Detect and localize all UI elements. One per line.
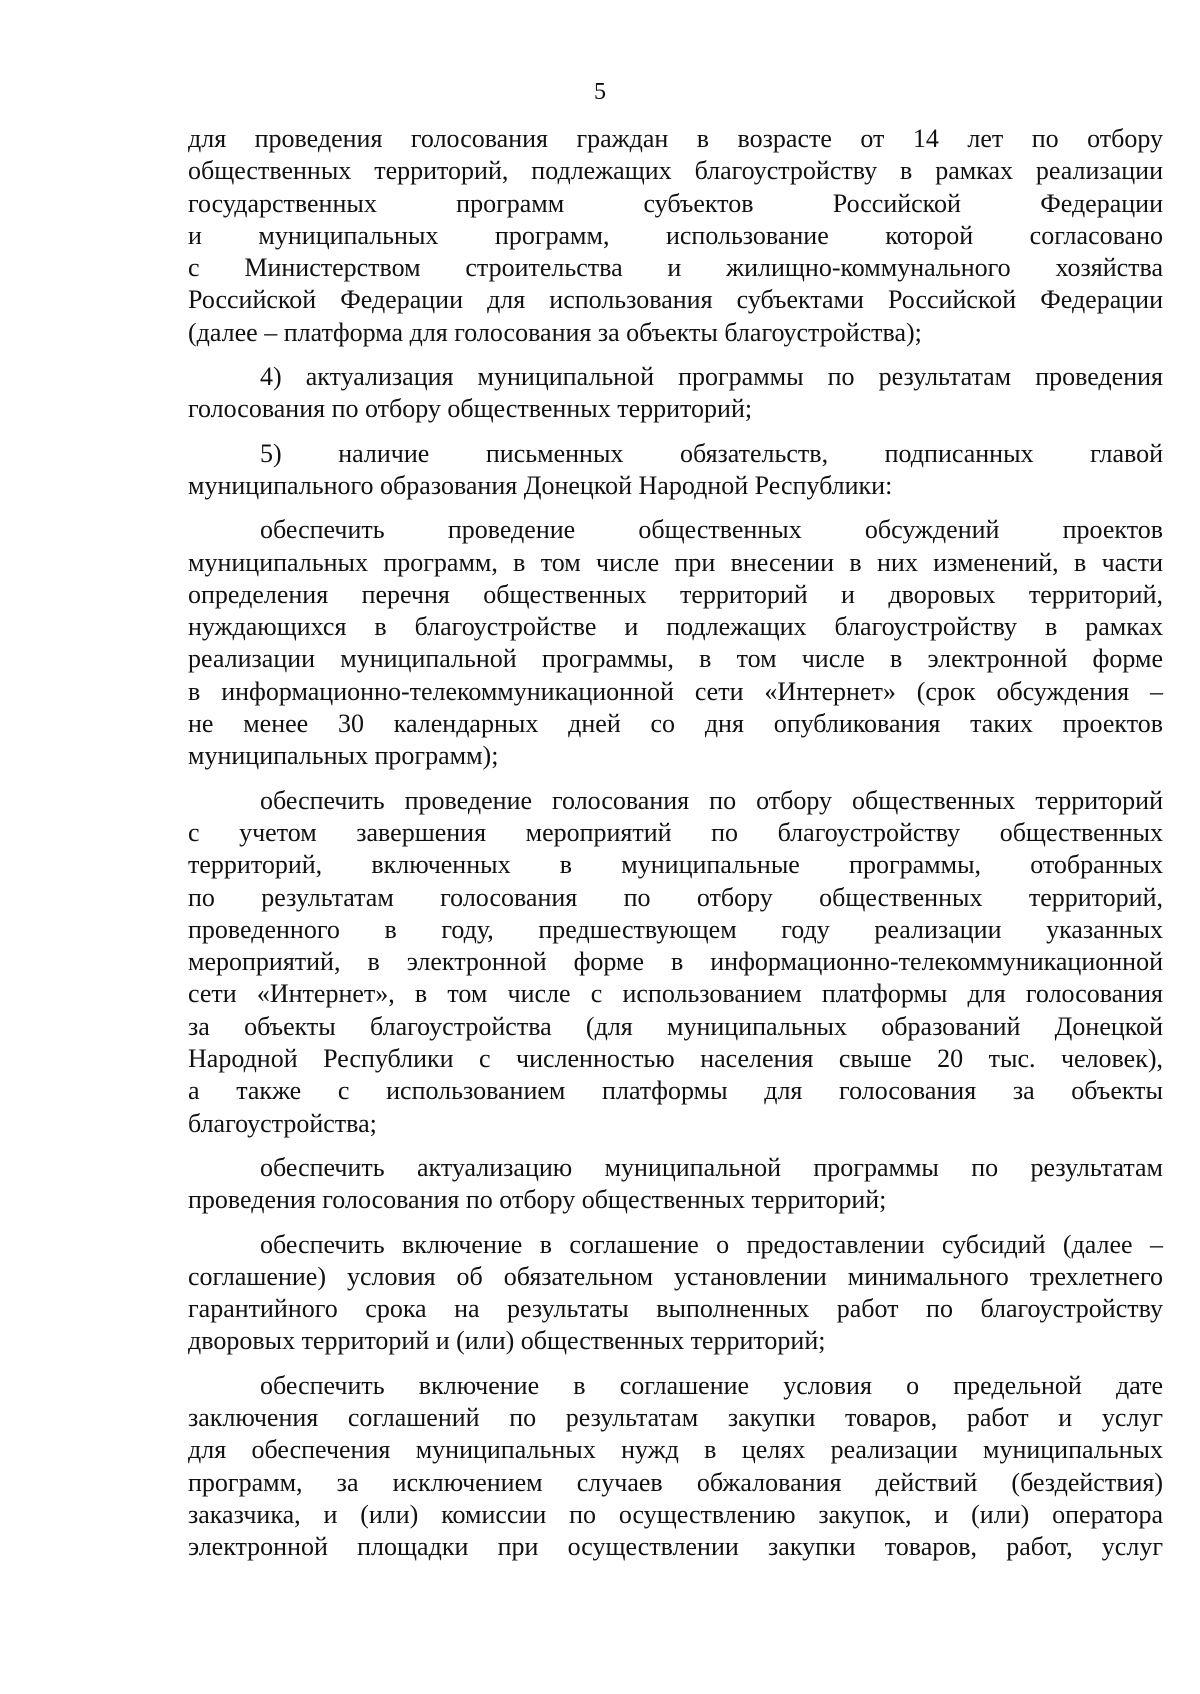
text-line: обеспечить включение в соглашение о предоставлении субсидий (далее – [260, 1229, 1163, 1259]
text-line: гарантийного срока на результаты выполненных работ по благоустройству [188, 1294, 1163, 1324]
text-line: для проведения голосования граждан в возрасте от 14 лет по отбору [188, 124, 1163, 153]
text-line: государственных программ субъектов Российской Федерации [188, 188, 1163, 218]
text-line: и муниципальных программ, использование которой согласовано [188, 220, 1163, 250]
document-body [188, 123, 1163, 1563]
paragraph-item-5 [188, 438, 1163, 503]
text-line: по результатам голосования по отбору общественных территорий, [188, 882, 1163, 912]
text-line: проведенного в году, предшествующем году реализации указанных [188, 914, 1163, 944]
paragraph-warranty [188, 1229, 1163, 1358]
text-line: за объекты благоустройства (для муниципальных образований Донецкой [188, 1011, 1163, 1041]
page-number: 5 [594, 79, 606, 105]
paragraph-item-4 [188, 361, 1163, 426]
text-line: электронной площадки при осуществлении закупки товаров, работ, услуг [188, 1532, 1163, 1562]
text-line: территорий, включенных в муниципальные программы, отобранных [188, 850, 1163, 880]
text-line: нуждающихся в благоустройстве и подлежащих благоустройству в рамках [188, 612, 1163, 642]
text-line: мероприятий, в электронной форме в информационно-телекоммуникационной [188, 947, 1163, 977]
text-line: для обеспечения муниципальных нужд в целях реализации муниципальных [188, 1435, 1163, 1465]
text-line: 4) актуализация муниципальной программы по результатам проведения [260, 362, 1163, 392]
text-line: муниципальных программ, в том числе при внесении в них изменений, в части [188, 547, 1163, 577]
text-line: обеспечить включение в соглашение условия о предельной дате [260, 1370, 1163, 1400]
paragraph-public-discussions [188, 514, 1163, 772]
text-line: Народной Республики с численностью населения свыше 20 тыс. человек), [188, 1044, 1163, 1074]
text-line: Российской Федерации для использования субъектами Российской Федерации [188, 285, 1163, 315]
text-line: сети «Интернет», в том числе с использованием платформы для голосования [188, 979, 1163, 1009]
text-line: с учетом завершения мероприятий по благоустройству общественных [188, 817, 1163, 847]
paragraph-voting [188, 785, 1163, 1140]
text-line: заключения соглашений по результатам закупки товаров, работ и услуг [188, 1402, 1163, 1432]
paragraph-program-update [188, 1152, 1163, 1217]
text-line: с Министерством строительства и жилищно-коммунального хозяйства [188, 253, 1163, 283]
text-line: проведения голосования по отбору общественных территорий; [188, 1185, 887, 1215]
paragraph-platform-continuation [188, 123, 1163, 349]
text-line: благоустройства; [188, 1108, 377, 1138]
text-line: а также с использованием платформы для голосования за объекты [188, 1076, 1163, 1106]
text-line: обеспечить актуализацию муниципальной программы по результатам [260, 1152, 1163, 1182]
text-line: определения перечня общественных территорий и дворовых территорий, [188, 579, 1163, 609]
text-line: муниципальных программ); [188, 741, 499, 771]
text-line: заказчика, и (или) комиссии по осуществлению закупок, и (или) оператора [188, 1499, 1163, 1529]
text-line: дворовых территорий и (или) общественных территорий; [188, 1326, 826, 1356]
text-line: соглашение) условия об обязательном установлении минимального трехлетнего [188, 1261, 1163, 1291]
text-line: программ, за исключением случаев обжалования действий (бездействия) [188, 1467, 1163, 1497]
text-line: муниципального образования Донецкой Народной Республики: [188, 470, 893, 500]
text-line: (далее – платформа для голосования за объекты благоустройства); [188, 317, 922, 347]
text-line: в информационно-телекоммуникационной сети «Интернет» (срок обсуждения – [188, 676, 1163, 706]
text-line: обеспечить проведение голосования по отбору общественных территорий [260, 785, 1163, 815]
paragraph-deadline [188, 1370, 1163, 1564]
text-line: общественных территорий, подлежащих благоустройству в рамках реализации [188, 156, 1163, 186]
text-line: голосования по отбору общественных территорий; [188, 394, 753, 424]
text-line: обеспечить проведение общественных обсуждений проектов [260, 515, 1163, 545]
text-line: реализации муниципальной программы, в том числе в электронной форме [188, 644, 1163, 674]
text-line: 5) наличие письменных обязательств, подписанных главой [260, 438, 1163, 468]
text-line: не менее 30 календарных дней со дня опубликования таких проектов [188, 709, 1163, 739]
